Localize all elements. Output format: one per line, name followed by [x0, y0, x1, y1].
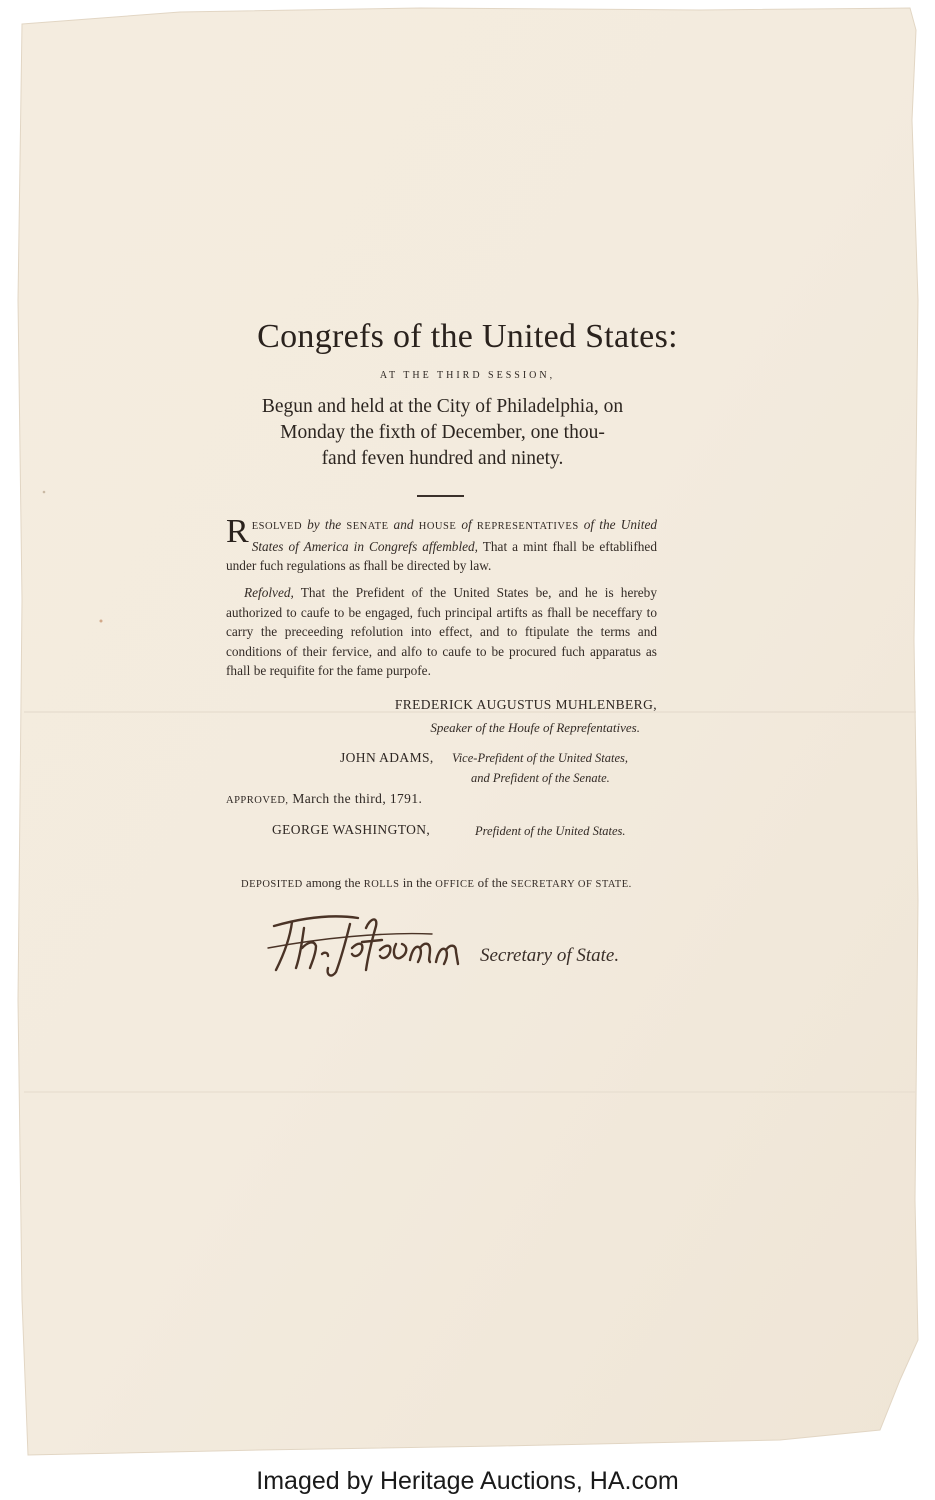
- begun-line: fand feven hundred and ninety.: [321, 448, 564, 469]
- session-line: AT THE THIRD SESSION,: [379, 370, 556, 381]
- image-credit-caption: Imaged by Heritage Auctions, HA.com: [256, 1467, 679, 1495]
- resolution-run: HOUSE: [418, 521, 462, 532]
- resolution-run: of: [461, 517, 477, 532]
- begun-line: Begun and held at the City of Philadelphia, on: [261, 396, 624, 417]
- vice-president-name: JOHN ADAMS,: [340, 750, 434, 765]
- deposited-run: OFFICE: [435, 879, 475, 890]
- deposited-run: DEPOSITED: [241, 879, 303, 890]
- resolution-run: That a mint fhall be eftablifhed under fuch regulations as fhall be directed by law.: [226, 538, 657, 573]
- document-title: Congrefs of the United States:: [257, 318, 678, 355]
- president-name: GEORGE WASHINGTON,: [272, 822, 431, 837]
- begun-paragraph: [210, 394, 675, 472]
- approved-label: APPROVED,: [226, 795, 289, 806]
- drop-cap: R: [226, 513, 249, 550]
- resolution-2-text: That the Prefident of the United States be, and he is hereby authorized to caufe to be engaged, fuch principal artifts as fhall be neceffary to carry the preceeding refolution into effect, and to ftipulate the terms and conditions of their fervice, and alfo to caufe to be procured fuch apparatus as fhall be requifite for the fame purpofe.: [226, 585, 657, 678]
- deposited-run: in the: [399, 875, 436, 890]
- approved-date: March the third, 1791.: [292, 791, 423, 806]
- resolution-run: and: [393, 517, 419, 532]
- speaker-title: Speaker of the Houfe of Reprefentatives.: [430, 720, 640, 735]
- vice-president-title-1: Vice-Prefident of the United States,: [452, 751, 628, 765]
- resolution-run: SENATE: [346, 521, 394, 532]
- speaker-name: FREDERICK AUGUSTUS MUHLENBERG,: [394, 697, 657, 712]
- deposited-run: SECRETARY OF STATE.: [510, 879, 632, 890]
- president-title: Prefident of the United States.: [475, 824, 626, 838]
- resolution-run: REPRESENTATIVES: [476, 521, 584, 532]
- secretary-of-state-label: Secretary of State.: [480, 945, 620, 966]
- deposited-run: ROLLS: [363, 879, 400, 890]
- deposited-run: among the: [302, 875, 364, 890]
- vice-president-title-2: and Prefident of the Senate.: [471, 771, 610, 785]
- resolution-run: ESOLVED: [251, 521, 308, 532]
- resolved-lead: Refolved,: [244, 585, 294, 600]
- jefferson-signature: [262, 908, 467, 980]
- deposited-paragraph: [226, 876, 656, 892]
- divider-rule: [417, 495, 464, 497]
- resolution-run: of the United States of America in Congrefs affembled,: [251, 517, 657, 554]
- deposited-run: of the: [474, 875, 511, 890]
- begun-line: Monday the fixth of December, one thou-: [280, 422, 605, 443]
- resolution-paragraph-2: [226, 583, 657, 681]
- approved-line: [226, 791, 422, 807]
- resolution-paragraph-1: [226, 515, 657, 576]
- resolution-run: by the: [307, 517, 347, 532]
